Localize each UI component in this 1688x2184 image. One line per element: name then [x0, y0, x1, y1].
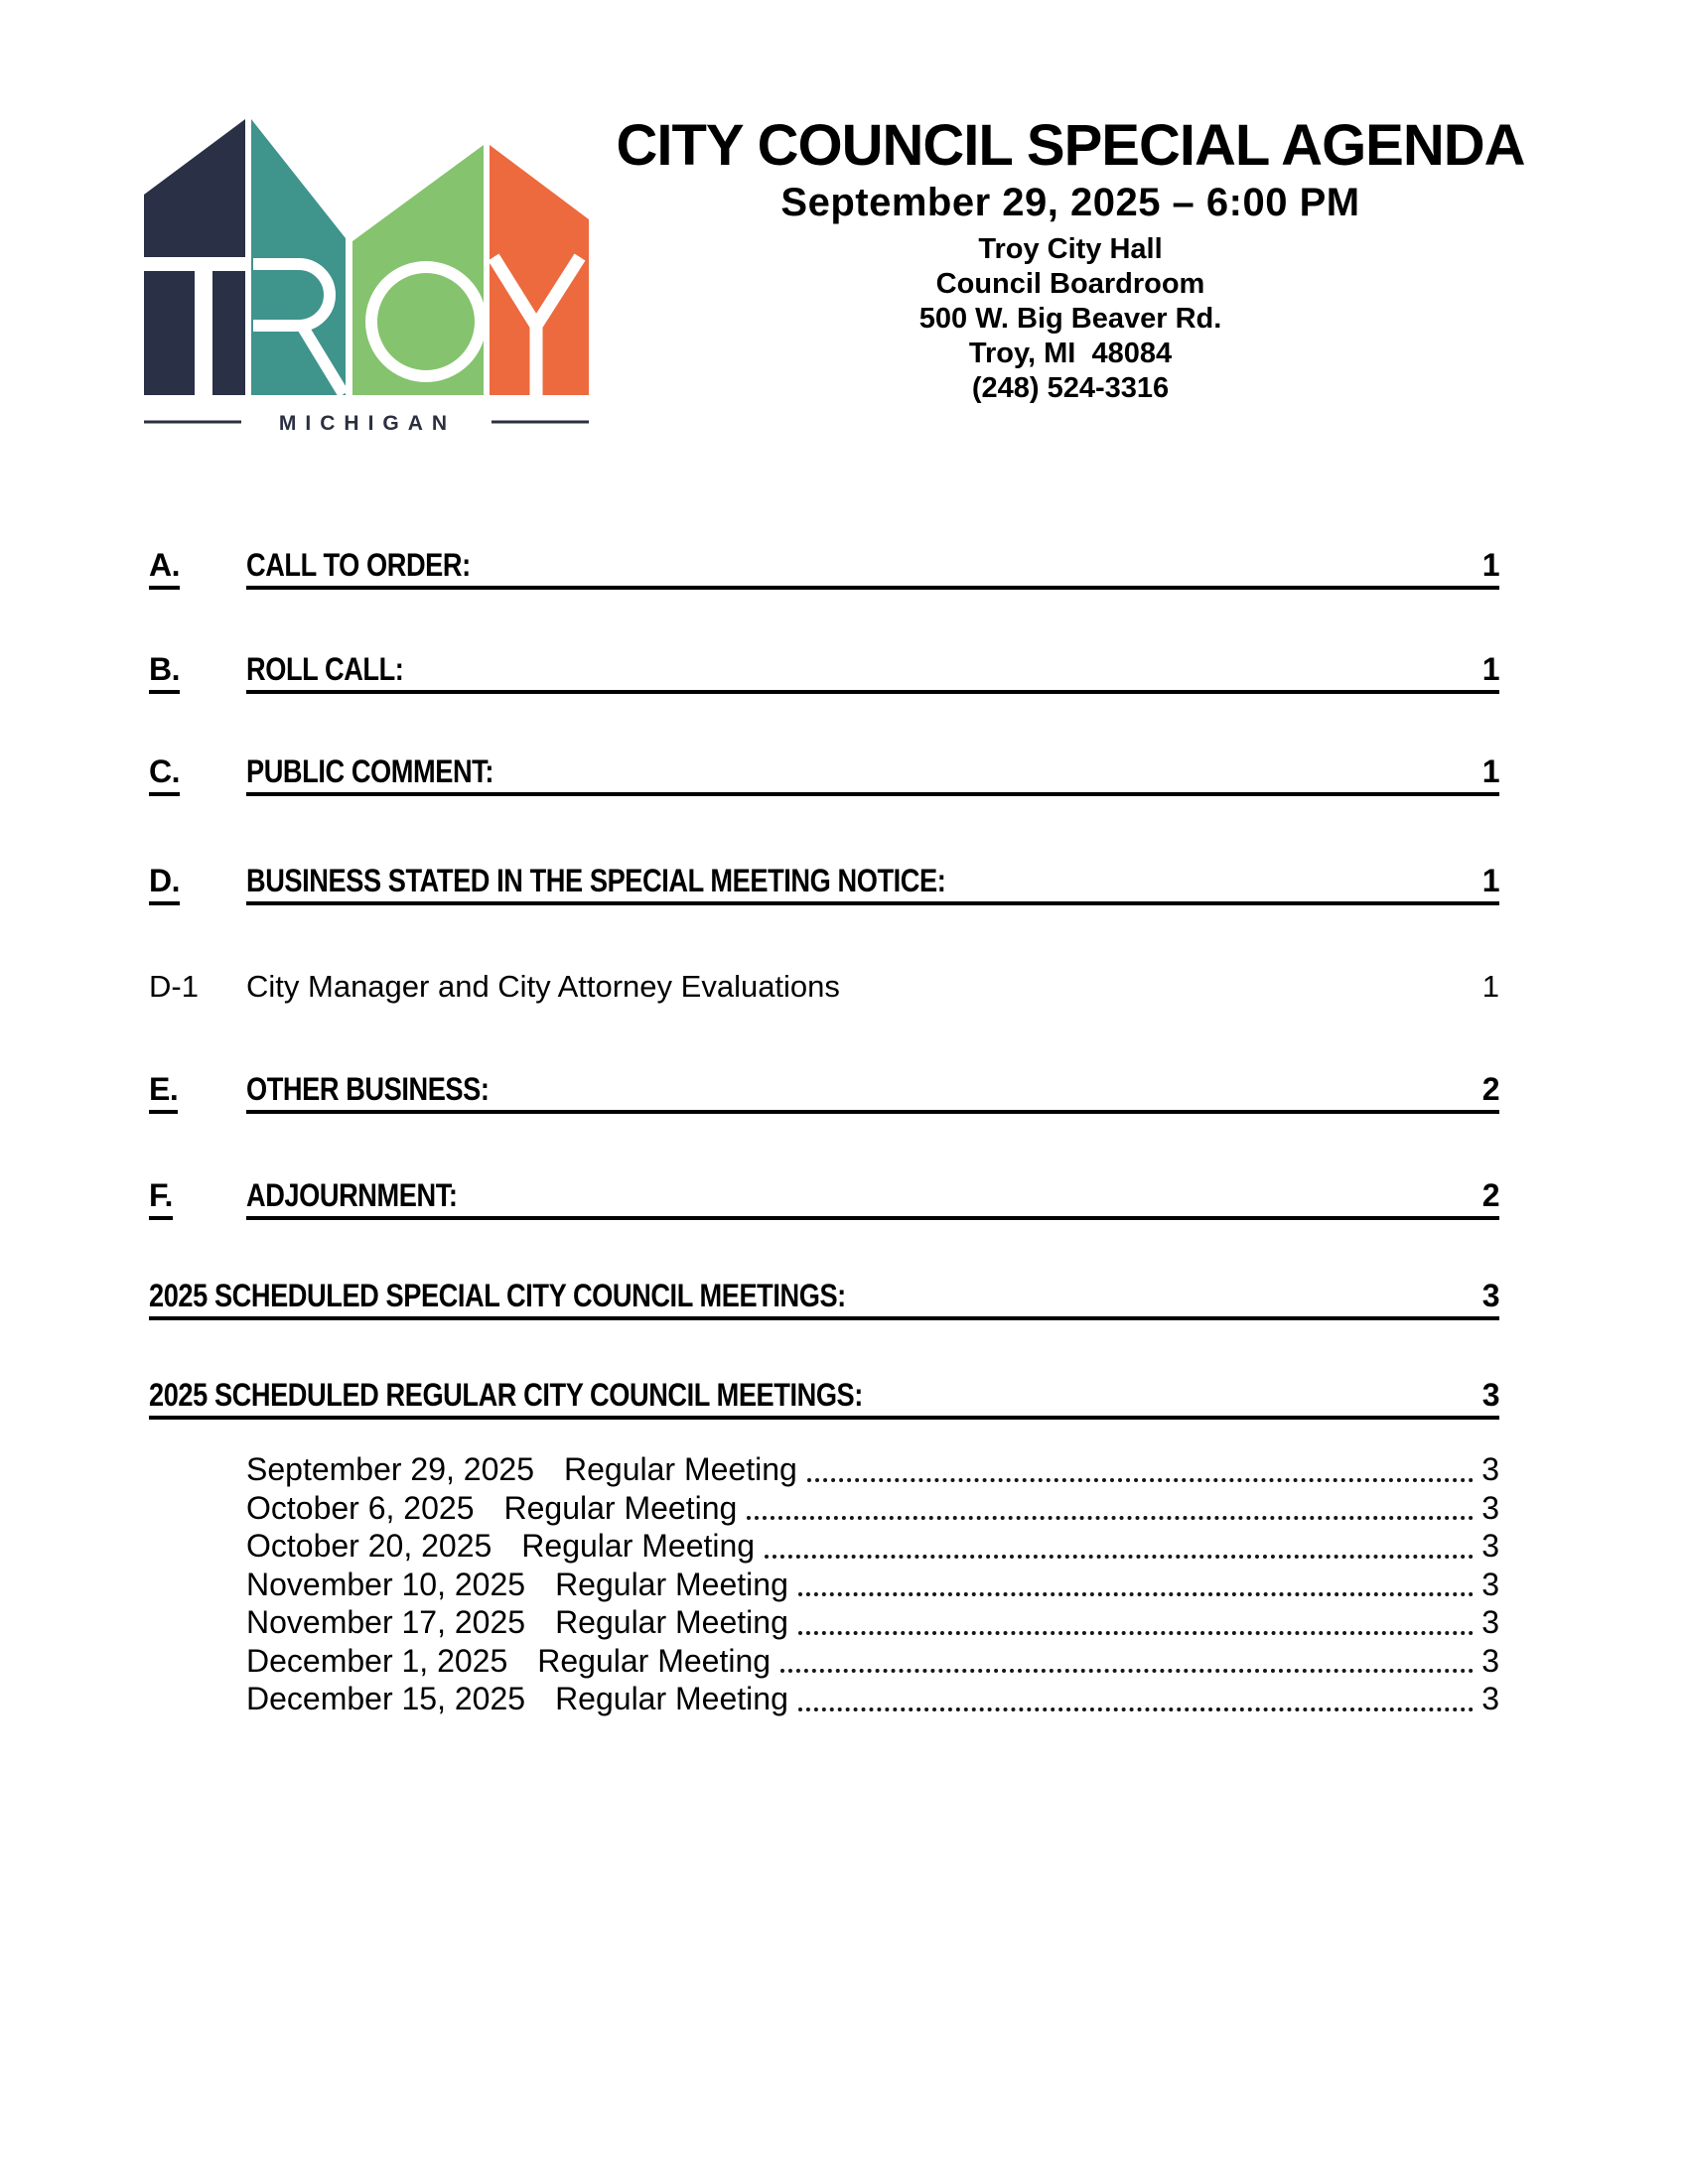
toc-meeting-label: Regular Meeting	[537, 1642, 772, 1679]
toc-meeting-label: Regular Meeting	[555, 1604, 788, 1640]
dot-leader	[798, 1631, 1474, 1635]
toc-row	[246, 1604, 1499, 1643]
toc-page-number: 3	[1481, 1681, 1499, 1716]
toc-meeting-date: November 17, 2025	[246, 1604, 526, 1640]
agenda-row-roll-call	[149, 651, 1499, 694]
dot-leader	[798, 1592, 1474, 1596]
toc-meeting-date: November 10, 2025	[246, 1566, 526, 1602]
agenda-item-title: BUSINESS STATED IN THE SPECIAL MEETING NOTICE:	[246, 863, 946, 898]
agenda-item-page-number: 1	[1481, 863, 1499, 898]
toc-meeting-label: Regular Meeting	[563, 1451, 797, 1487]
toc-meeting-date: December 1, 2025	[246, 1642, 508, 1679]
venue-city-state-zip: Troy, MI 48084	[968, 338, 1173, 369]
toc-meeting-label: Regular Meeting	[521, 1528, 756, 1564]
toc-meeting-label: Regular Meeting	[555, 1566, 788, 1602]
agenda-item-letter: B.	[149, 651, 180, 694]
agenda-item-title: ADJOURNMENT:	[246, 1177, 458, 1213]
toc-meeting-date: December 15, 2025	[246, 1681, 526, 1716]
agenda-item-title: PUBLIC COMMENT:	[246, 753, 493, 789]
toc-page-number: 3	[1481, 1642, 1499, 1679]
agenda-item-page-number: 1	[1481, 753, 1499, 789]
logo-house-teal	[251, 119, 346, 395]
dot-leader	[798, 1707, 1474, 1711]
agenda-item-title: ROLL CALL:	[246, 651, 404, 687]
document-header	[596, 115, 1545, 406]
meeting-datetime: September 29, 2025 – 6:00 PM	[780, 181, 1360, 224]
venue-phone: (248) 524-3316	[971, 372, 1170, 404]
agenda-item-letter: D-1	[149, 969, 199, 1004]
agenda-item-letter: E.	[149, 1071, 178, 1114]
dot-leader	[765, 1555, 1474, 1559]
logo-michigan-label: MICHIGAN	[278, 412, 457, 435]
venue-block	[596, 232, 1545, 406]
agenda-row-evaluations	[149, 969, 1499, 1008]
venue-room: Council Boardroom	[935, 268, 1205, 300]
section-heading-special-meetings	[149, 1278, 1499, 1320]
toc-row	[246, 1681, 1499, 1719]
section-heading-title: 2025 SCHEDULED REGULAR CITY COUNCIL MEETINGS:	[149, 1377, 863, 1413]
agenda-row-call-to-order	[149, 547, 1499, 590]
toc-row	[246, 1490, 1499, 1529]
toc-page-number: 3	[1481, 1566, 1499, 1602]
dot-leader	[747, 1516, 1474, 1520]
page-title: CITY COUNCIL SPECIAL AGENDA	[616, 113, 1525, 178]
venue-address: 500 W. Big Beaver Rd.	[918, 303, 1222, 335]
troy-michigan-logo	[142, 117, 589, 437]
agenda-item-title: City Manager and City Attorney Evaluations	[246, 969, 840, 1004]
toc-meeting-label: Regular Meeting	[503, 1489, 738, 1526]
toc-page-number: 3	[1481, 1604, 1499, 1640]
section-heading-title: 2025 SCHEDULED SPECIAL CITY COUNCIL MEETINGS:	[149, 1278, 846, 1313]
agenda-item-letter: D.	[149, 863, 180, 905]
agenda-row-other-business	[149, 1071, 1499, 1114]
toc-meeting-date: September 29, 2025	[246, 1451, 534, 1487]
agenda-item-letter: C.	[149, 753, 180, 796]
toc-row	[246, 1451, 1499, 1490]
toc-page-number: 3	[1481, 1528, 1499, 1564]
toc-page-number: 3	[1481, 1451, 1499, 1487]
agenda-item-page-number: 1	[1481, 969, 1499, 1004]
agenda-item-title: OTHER BUSINESS:	[246, 1071, 490, 1107]
agenda-item-letter: A.	[149, 547, 180, 590]
venue-name: Troy City Hall	[978, 233, 1163, 265]
toc-row	[246, 1567, 1499, 1605]
section-heading-page-number: 3	[1481, 1377, 1499, 1413]
toc-page-number: 3	[1481, 1489, 1499, 1526]
agenda-item-page-number: 1	[1481, 547, 1499, 583]
dot-leader	[807, 1478, 1474, 1482]
agenda-item-page-number: 2	[1481, 1177, 1499, 1213]
meeting-toc-list	[246, 1451, 1499, 1719]
toc-row	[246, 1528, 1499, 1567]
agenda-item-letter: F.	[149, 1177, 173, 1220]
agenda-item-title: CALL TO ORDER:	[246, 547, 471, 583]
agenda-item-page-number: 1	[1481, 651, 1499, 687]
section-heading-regular-meetings	[149, 1377, 1499, 1420]
agenda-row-adjournment	[149, 1177, 1499, 1220]
agenda-row-public-comment	[149, 753, 1499, 796]
toc-meeting-date: October 20, 2025	[246, 1528, 492, 1564]
dot-leader	[780, 1669, 1474, 1673]
toc-meeting-label: Regular Meeting	[555, 1681, 788, 1716]
agenda-row-special-meeting-business	[149, 863, 1499, 905]
toc-row	[246, 1643, 1499, 1682]
section-heading-page-number: 3	[1481, 1278, 1499, 1313]
agenda-item-page-number: 2	[1481, 1071, 1499, 1107]
toc-meeting-date: October 6, 2025	[246, 1489, 475, 1526]
